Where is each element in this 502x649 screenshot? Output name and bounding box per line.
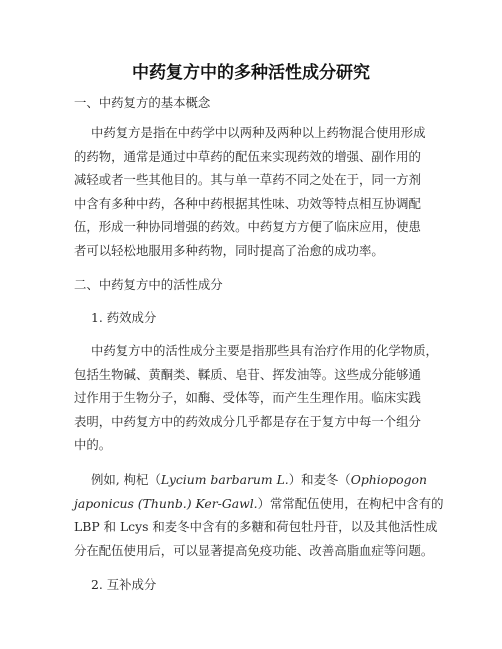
latin-name: Ophiopogon	[350, 472, 427, 487]
document-title: 中药复方中的多种活性成分研究	[132, 63, 370, 83]
paragraph-line	[91, 472, 427, 488]
paragraph-line: 过作用于生物分子，如酶、受体等，而产生生理作用。临床实践	[74, 390, 421, 405]
paragraph-line: LBP 和 Lcys 和麦冬中含有的多糖和荷包牡丹苷，以及其他活性成	[74, 519, 438, 534]
paragraph-line: 伍，形成一种协同增强的药效。中药复方方便了临床应用，使患	[74, 219, 421, 234]
latin-name: Lycium barbarum L.	[160, 472, 289, 487]
paragraph-line: 表明，中药复方中的药效成分几乎都是存在于复方中每一个组分	[74, 414, 421, 429]
text-run: ）常常配伍使用，在枸杞中含有的	[257, 496, 444, 511]
paragraph-line: 中的。	[74, 437, 112, 452]
section-heading-2: 二、中药复方中的活性成分	[74, 277, 223, 292]
paragraph-line: 者可以轻松地服用多种药物，同时提高了治愈的成功率。	[74, 243, 384, 258]
paragraph-line: 的药物，通常是通过中草药的配伍来实现药效的增强、副作用的	[74, 149, 421, 164]
paragraph-line: 中药复方是指在中药学中以两种及两种以上药物混合使用形成	[91, 125, 426, 140]
latin-name: japonicus (Thunb.) Ker-Gawl.	[74, 496, 258, 511]
paragraph-line: 中药复方中的活性成分主要是指那些具有治疗作用的化学物质，	[91, 343, 438, 358]
subsection-heading-2: 2. 互补成分	[91, 577, 157, 592]
paragraph-line: 包括生物碱、黄酮类、鞣质、皂苷、挥发油等。这些成分能够通	[74, 367, 421, 382]
section-heading-1: 一、中药复方的基本概念	[74, 95, 211, 110]
text-run: ）和麦冬（	[288, 472, 351, 487]
subsection-heading-1: 1. 药效成分	[91, 310, 157, 325]
paragraph-line: 中含有多种中药，各种中药根据其性味、功效等特点相互协调配	[74, 196, 421, 211]
paragraph-line	[74, 496, 443, 512]
text-run: 例如, 枸杞（	[91, 472, 161, 487]
paragraph-line: 减轻或者一些其他目的。其与单一草药不同之处在于，同一方剂	[74, 172, 421, 187]
paragraph-line: 分在配伍使用后，可以显著提高免疫功能、改善高脂血症等问题。	[74, 543, 434, 558]
